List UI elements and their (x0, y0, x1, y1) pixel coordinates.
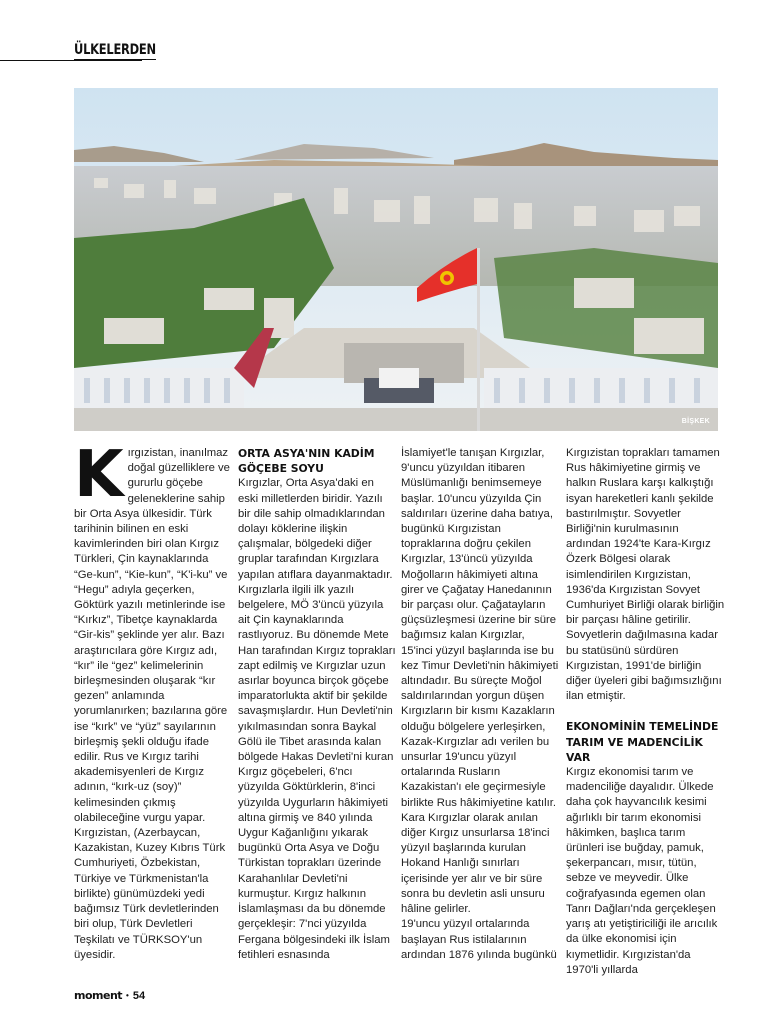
photo-caption: BİŞKEK (681, 418, 710, 425)
subhead-economy: EKONOMİNİN TEMELİNDE TARIM VE MADENCİLİK VAR (566, 720, 719, 764)
page-footer (74, 989, 145, 1002)
article-column-2 (238, 446, 396, 963)
body-paragraph: İslamiyet'le tanışan Kırgızlar, 9'uncu yüzyıldan itibaren Müslümanlığı benimsemeye başlar. 10'uncu yüzyılda Çin saldırıları üzerine daha batıya, bugünkü Kırgızistan topraklarına doğru çekilen Kırgızlar, 13'üncü yüzyılda Moğolların hâkimiyeti altına girer ve Çağatay Hanedanının bir parçası olur. Çağatayların güçsüzleşmesi üzerine bir süre bağımsız kalan Kırgızlar, 15'inci yüzyıl başlarında ise bu kez Timur Devleti'nin hâkimiyeti altındadır. Bu süreçte Moğol saldırılarından yorgun düşen Kırgızların bir kısmı Kazakların olduğu bölgelere yerleşirken, Kazak-Kırgızlar adı verilen bu unsurlar 19'uncu yüzyıl ortalarında Rusların Kazakistan'ı ele geçirmesiyle birlikte Rus hâkimiyetine katılır. Kara Kırgızlar olarak anılan diğer Kırgız unsurlarsa 18'inci yüzyıl başlarında kurulan Hokand Hanlığı sınırları içerisinde yer alır ve bir süre sonra bu devletin asli unsuru hâline gelirler. (401, 447, 559, 916)
section-label: ÜLKELERDEN (74, 42, 156, 58)
magazine-logo: moment (74, 989, 123, 1002)
article-column-3 (401, 446, 559, 963)
page-number: 54 (132, 989, 146, 1002)
article-column-1 (74, 438, 234, 963)
article-column-4 (566, 446, 726, 978)
body-paragraph: 19'uncu yüzyıl ortalarında başlayan Rus istilalarının ardından 1876 yılında bugünkü (401, 918, 557, 961)
separator-dot: • (126, 991, 129, 1000)
drop-cap: K (74, 438, 122, 512)
body-paragraph: Kırgızlar, Orta Asya'daki en eski milletlerden biridir. Yazılı bir dile sahip olmadıklarından dolayı köklerine ilişkin çalışmalar, bölgedeki diğer gruplar tarafından Kırgızlara yapılan atıflara dayanmaktadır. Kırgızlarla ilgili ilk yazılı belgelere, MÖ 3'üncü yüzyıla ait Çin kaynaklarında rastlıyoruz. Bu dönemde Mete Han tarafından Kırgız toprakları zapt edilmiş ve Kırgızlar uzun asırlar boyunca birçok göçebe imparatorlukta aktif bir şekilde savaşmışlardır. Hun Devleti'nin yıkılmasından sonra Baykal Gölü ile Tibet arasında kalan bölgede Hakas Devleti'ni kuran Kırgız göçebeleri, 6'ncı yüzyılda Göktürklerin, 8'inci yüzyılda Uygurların hâkimiyeti altına girmiş ve 840 yılında Uygur Kağanlığını yıkarak bugünkü Orta Asya ve Doğu Türkistan toprakları üzerinde Karahanlılar Devleti'ni kurmuştur. Kırgız halkının İslamlaşması da bu dönemde gerçekleşir: 7'nci yüzyılda Fergana bölgesindeki ilk İslam fetihleri esnasında (238, 477, 396, 961)
intro-paragraph: ırgızistan, inanılmaz doğal güzelliklere ve gururlu göçebe geleneklerine sahip bir Orta Asya ülkesidir. Türk tarihinin bilinen en eski kavimlerinden biri olan Kırgız Türkleri, Çin kaynaklarında “Ge-kun”, “Kie-kun”, “K'i-ku” ve “Hegu” adıyla geçerken, Göktürk yazılı metinlerinde ise “Kırkız”, Tibetçe kaynaklarda “Gir-kis” şeklinde yer alır. Bazı araştırıcılara göre Kırgız adı, “kır” ile “gez” kelimelerinin birleşmesinden oluşarak “kır gezen” anlamında yorumlanırken; bazılarına göre ise “kırk” ve “yüz” sayılarının birleşmiş şekli olduğu ifade edilir. Rus ve Kırgız tarihi akademisyenleri de Kırgız adının, “kırk-uz (soy)” kelimesinden çıkmış olabileceğine vurgu yapar. Kırgızistan, (Azerbaycan, Kazakistan, Kuzey Kıbrıs Türk Cumhuriyeti, Özbekistan, Türkiye ve Türkmenistan'la birlikte) günümüzdeki yedi bağımsız Türk devletlerinden biri olup, Türk Devletleri Teşkilatı ve TÜRKSOY'un üyesidir. (74, 447, 230, 961)
body-paragraph: Kırgız ekonomisi tarım ve madenciliğe dayalıdır. Ülkede daha çok hayvancılık kesimi ağırlıklı bir tarım ekonomisi hâkimken, başlıca tarım ürünleri ise buğday, pamuk, şekerpancarı, mısır, tütün, sebze ve meyvedir. Ülke coğrafyasında egemen olan Tanrı Dağları'nda gerçekleşen yarış atı yetiştiriciliği ile arıcılık da ülke ekonomisi için kıymetlidir. Kırgızistan'da 1970'li yıllarda (566, 766, 718, 976)
bishkek-aerial-image (74, 88, 718, 431)
paragraph-gap (566, 704, 726, 719)
body-paragraph: Kırgızistan toprakları tamamen Rus hâkimiyetine girmiş ve halkın Ruslara karşı kalkıştığı isyan hareketleri kanlı şekilde bastırılmıştır. Sovyetler Birliği'nin kurulmasının ardından 1924'te Kara-Kırgız Özerk Bölgesi olarak isimlendirilen Kırgızistan, 1936'da Kırgızistan Sovyet Cumhuriyet Birliği olarak birliğin bir parçası hâline getirilir. Sovyetlerin dağılmasına kadar bu statüsünü sürdüren Kırgızistan, 1991'de birliğin diğer üyeleri gibi bağımsızlığını ilan etmiştir. (566, 447, 725, 703)
hero-photo (74, 88, 718, 431)
subhead-nomadic-lineage: ORTA ASYA'NIN KADİM GÖÇEBE SOYU (238, 447, 375, 476)
section-rule (0, 60, 142, 61)
